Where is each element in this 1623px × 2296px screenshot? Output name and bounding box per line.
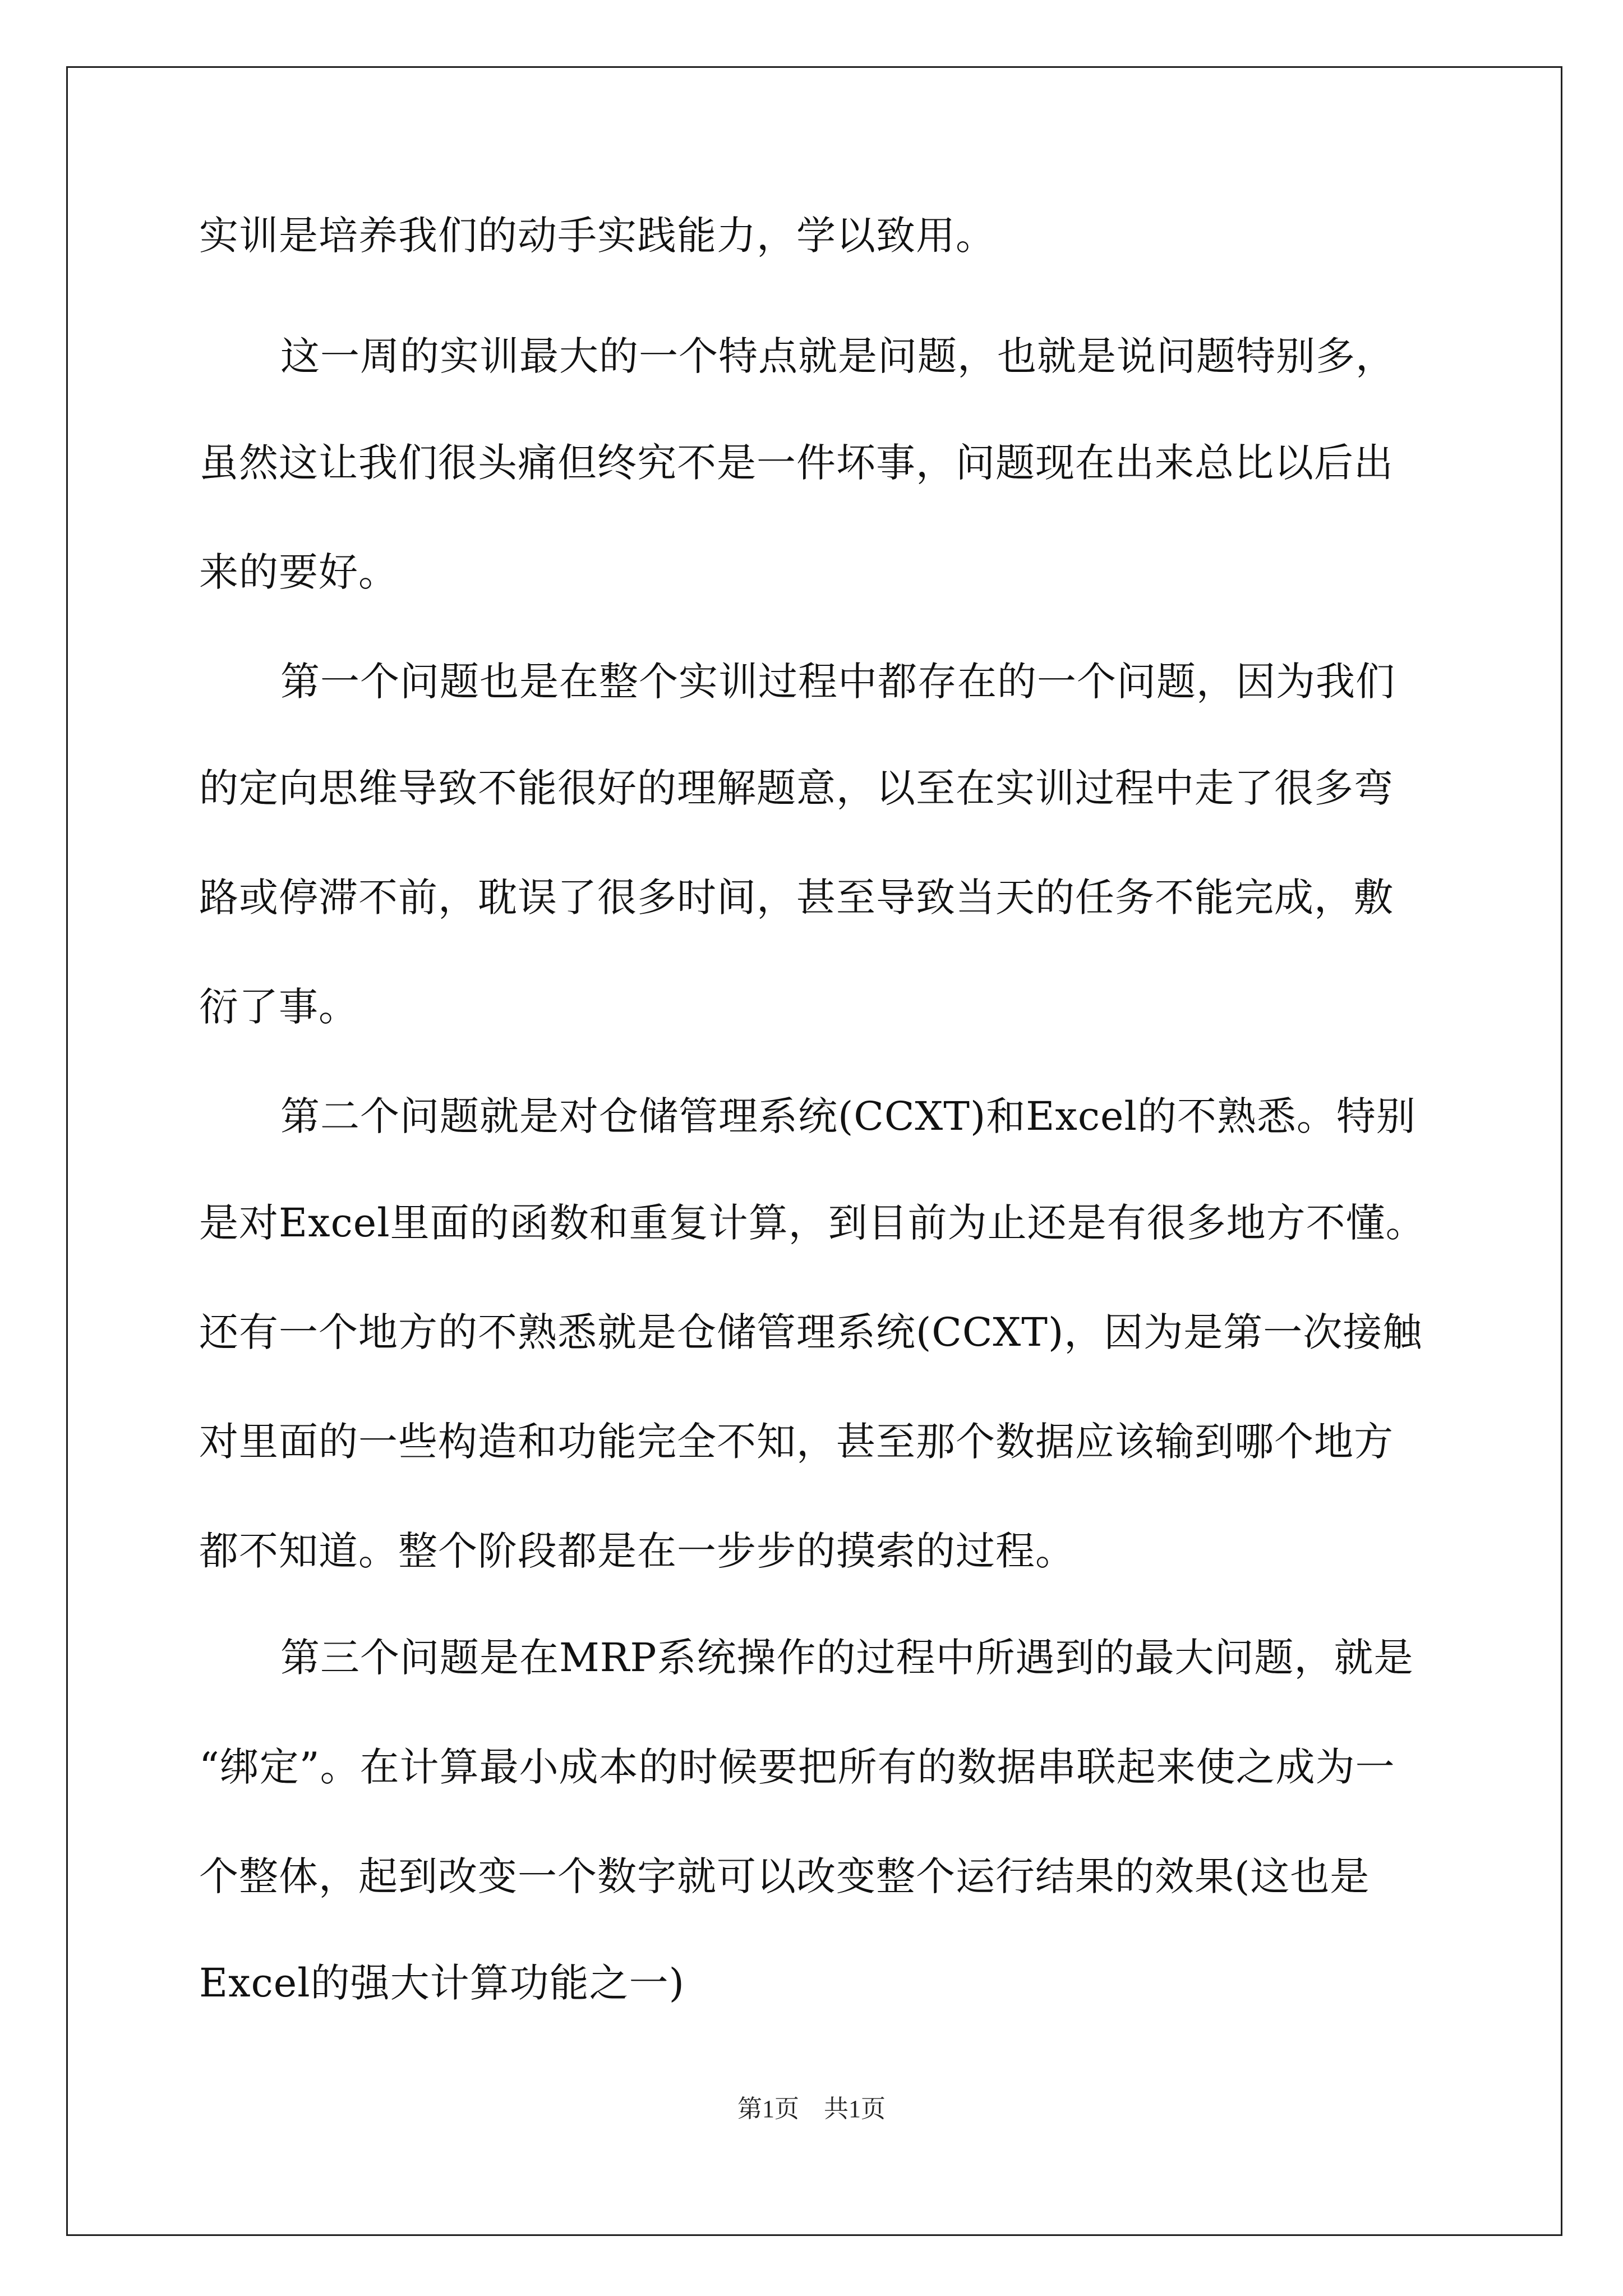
- page-border: [66, 66, 1562, 2236]
- paragraph-2-line-2: 虽然这让我们很头痛但终究不是一件坏事，问题现在出来总比以后出: [199, 440, 1394, 486]
- paragraph-2-line-3: 来的要好。: [199, 549, 398, 595]
- paragraph-4-line-5: 都不知道。整个阶段都是在一步步的摸索的过程。: [199, 1528, 1075, 1574]
- paragraph-4-line-4: 对里面的一些构造和功能完全不知，甚至那个数据应该输到哪个地方: [199, 1419, 1394, 1465]
- paragraph-4-line-1: 第二个问题就是对仓储管理系统(CCXT)和Excel的不熟悉。特别: [280, 1093, 1416, 1139]
- paragraph-2-line-1: 这一周的实训最大的一个特点就是问题，也就是说问题特别多，: [280, 333, 1395, 379]
- paragraph-4-line-2: 是对Excel里面的函数和重复计算，到目前为止还是有很多地方不懂。: [199, 1200, 1426, 1246]
- paragraph-5-line-4: Excel的强大计算功能之一): [199, 1960, 685, 2006]
- paragraph-5-line-2: “绑定”。在计算最小成本的时候要把所有的数据串联起来使之成为一: [199, 1744, 1395, 1790]
- paragraph-3-line-1: 第一个问题也是在整个实训过程中都存在的一个问题，因为我们: [280, 659, 1395, 705]
- paragraph-1-line-1: 实训是培养我们的动手实践能力，学以致用。: [199, 213, 995, 259]
- paragraph-3-line-4: 衍了事。: [199, 984, 358, 1030]
- paragraph-3-line-2: 的定向思维导致不能很好的理解题意，以至在实训过程中走了很多弯: [199, 765, 1394, 811]
- paragraph-5-line-3: 个整体，起到改变一个数字就可以改变整个运行结果的效果(这也是: [199, 1853, 1370, 1899]
- paragraph-5-line-1: 第三个问题是在MRP系统操作的过程中所遇到的最大问题，就是: [280, 1635, 1414, 1681]
- paragraph-4-line-3: 还有一个地方的不熟悉就是仓储管理系统(CCXT)，因为是第一次接触: [199, 1309, 1423, 1355]
- page-footer: 第1页 共1页: [737, 2095, 886, 2123]
- paragraph-3-line-3: 路或停滞不前，耽误了很多时间，甚至导致当天的任务不能完成，敷: [199, 875, 1394, 921]
